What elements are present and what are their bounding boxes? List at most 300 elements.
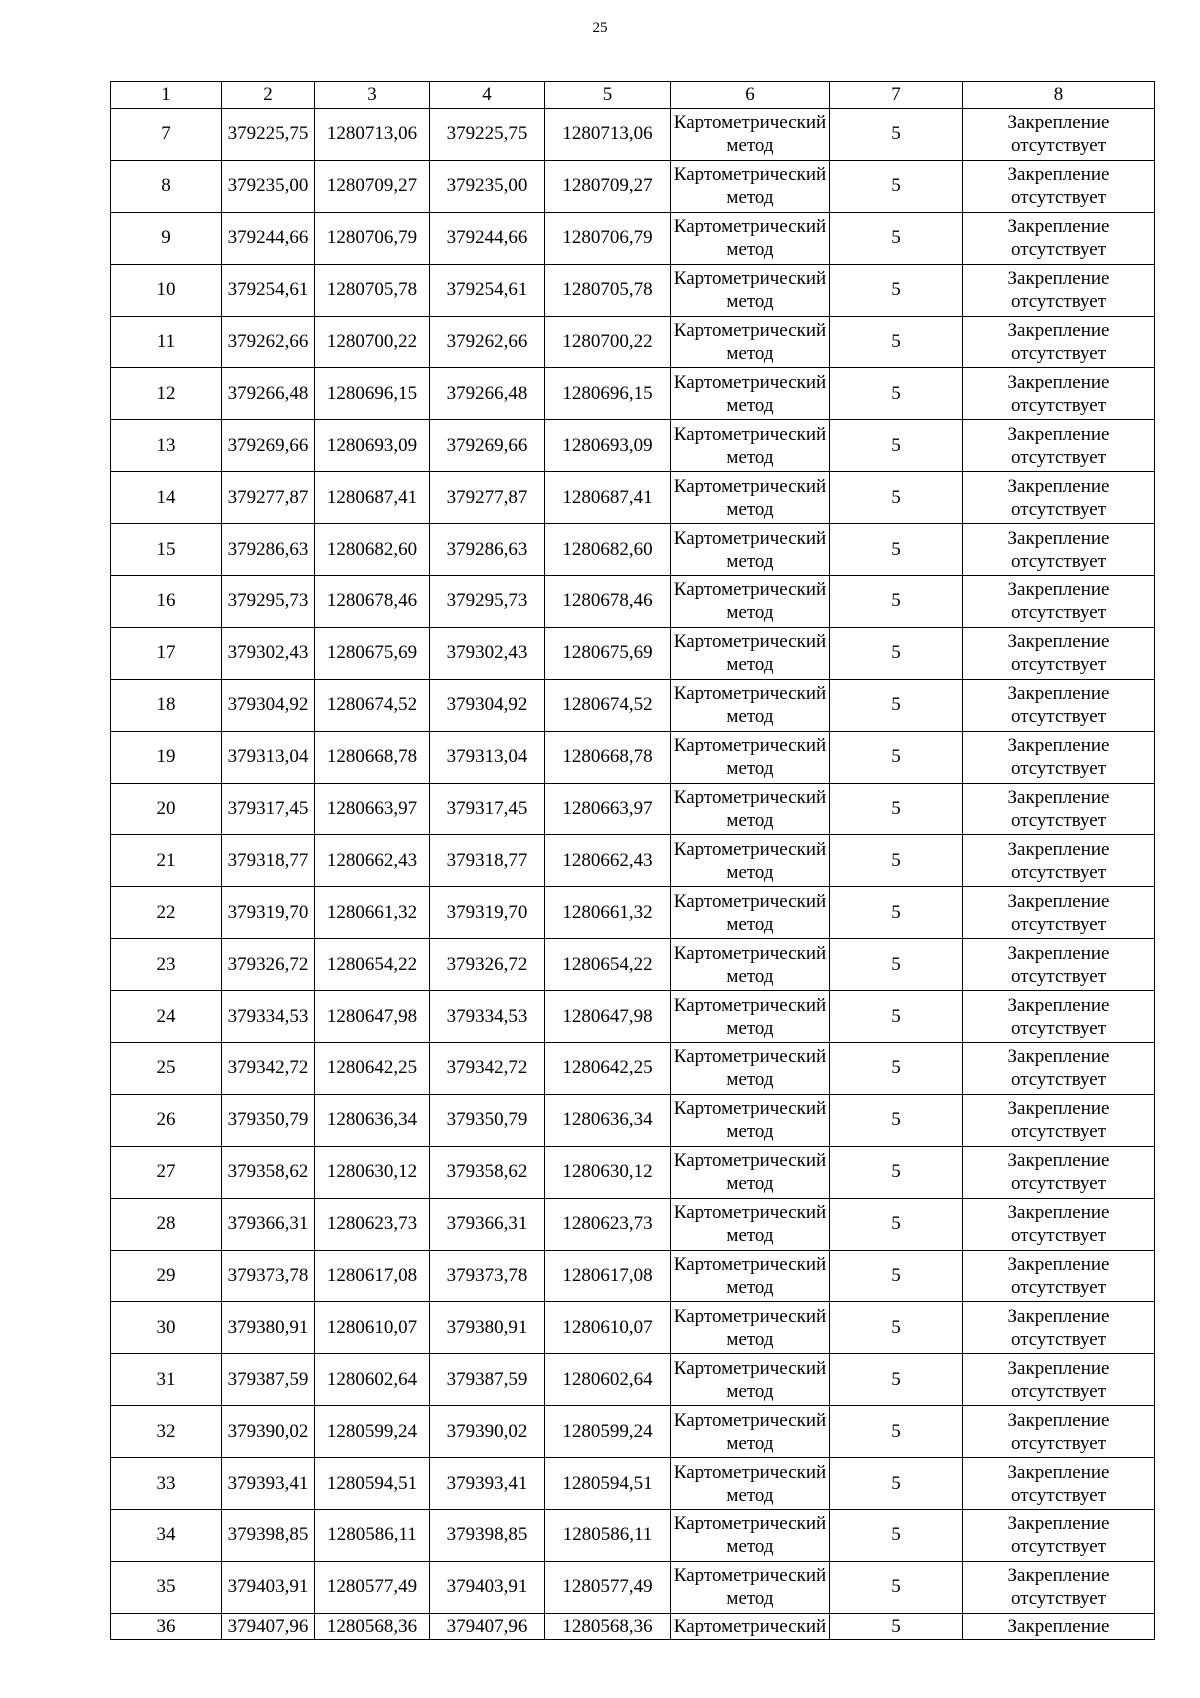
point-number-cell: 26 (111, 1094, 222, 1146)
method-text: Картометрический (673, 683, 827, 705)
method-text: метод (726, 1588, 774, 1610)
fixation-text: Закрепление (1007, 994, 1110, 1016)
x-old-cell: 379295,73 (222, 576, 315, 628)
y-old-cell: 1280706,79 (315, 212, 430, 264)
accuracy-cell: 5 (830, 679, 963, 731)
table-row (111, 212, 1155, 264)
accuracy-cell: 5 (830, 1354, 963, 1406)
x-old-cell: 379366,31 (222, 1198, 315, 1250)
method-cell (671, 264, 830, 316)
table-row (111, 1354, 1155, 1406)
fixation-text: отсутствует (1010, 913, 1107, 935)
y-new-cell: 1280586,11 (545, 1510, 671, 1562)
point-number-cell: 34 (111, 1510, 222, 1562)
method-text: метод (726, 135, 774, 157)
method-cell (671, 576, 830, 628)
x-new-cell: 379358,62 (430, 1146, 545, 1198)
x-old-cell: 379319,70 (222, 887, 315, 939)
fixation-cell (963, 627, 1155, 679)
fixation-cell (963, 576, 1155, 628)
method-text: метод (726, 187, 774, 209)
y-old-cell: 1280700,22 (315, 316, 430, 368)
x-new-cell: 379254,61 (430, 264, 545, 316)
y-old-cell: 1280617,08 (315, 1250, 430, 1302)
y-old-cell: 1280599,24 (315, 1406, 430, 1458)
y-old-cell: 1280623,73 (315, 1198, 430, 1250)
table-row (111, 1250, 1155, 1302)
x-new-cell: 379313,04 (430, 731, 545, 783)
y-old-cell: 1280663,97 (315, 783, 430, 835)
point-number-cell: 16 (111, 576, 222, 628)
y-new-cell: 1280674,52 (545, 679, 671, 731)
fixation-cell (963, 472, 1155, 524)
fixation-cell (963, 1354, 1155, 1406)
table-body (111, 109, 1155, 1640)
fixation-text: Закрепление (1007, 164, 1110, 186)
method-cell (671, 783, 830, 835)
header-cell: 1 (111, 82, 222, 109)
method-text: метод (726, 1017, 774, 1039)
y-old-cell: 1280636,34 (315, 1094, 430, 1146)
x-new-cell: 379334,53 (430, 991, 545, 1043)
x-old-cell: 379244,66 (222, 212, 315, 264)
x-old-cell: 379334,53 (222, 991, 315, 1043)
y-new-cell: 1280663,97 (545, 783, 671, 835)
table-row (111, 1561, 1155, 1613)
y-old-cell: 1280630,12 (315, 1146, 430, 1198)
accuracy-cell: 5 (830, 783, 963, 835)
table-row (111, 991, 1155, 1043)
fixation-cell (963, 679, 1155, 731)
method-text: метод (726, 706, 774, 728)
method-text: Картометрический (673, 735, 827, 757)
fixation-cell (963, 1406, 1155, 1458)
method-cell (671, 420, 830, 472)
coordinates-table (110, 81, 1155, 1640)
method-text: Картометрический (673, 1254, 827, 1276)
x-old-cell: 379286,63 (222, 524, 315, 576)
fixation-text: Закрепление (1007, 735, 1110, 757)
x-old-cell: 379302,43 (222, 627, 315, 679)
x-old-cell: 379277,87 (222, 472, 315, 524)
table-row (111, 1406, 1155, 1458)
table-row (111, 887, 1155, 939)
method-text: метод (726, 1328, 774, 1350)
x-new-cell: 379319,70 (430, 887, 545, 939)
fixation-cell (963, 1458, 1155, 1510)
fixation-cell (963, 1613, 1155, 1639)
y-new-cell: 1280636,34 (545, 1094, 671, 1146)
method-cell (671, 1094, 830, 1146)
method-cell (671, 472, 830, 524)
y-old-cell: 1280668,78 (315, 731, 430, 783)
point-number-cell: 29 (111, 1250, 222, 1302)
fixation-text: Закрепление (1007, 268, 1110, 290)
fixation-text: отсутствует (1010, 1484, 1107, 1506)
method-text: Картометрический (673, 112, 827, 134)
table-row (111, 524, 1155, 576)
fixation-cell (963, 1250, 1155, 1302)
x-old-cell: 379407,96 (222, 1613, 315, 1639)
x-old-cell: 379350,79 (222, 1094, 315, 1146)
accuracy-cell: 5 (830, 1094, 963, 1146)
fixation-cell (963, 1043, 1155, 1095)
x-old-cell: 379403,91 (222, 1561, 315, 1613)
y-old-cell: 1280642,25 (315, 1043, 430, 1095)
method-text: Картометрический (673, 1098, 827, 1120)
accuracy-cell: 5 (830, 160, 963, 212)
method-text: метод (726, 1536, 774, 1558)
accuracy-cell: 5 (830, 109, 963, 161)
fixation-text: отсутствует (1010, 810, 1107, 832)
y-old-cell: 1280678,46 (315, 576, 430, 628)
fixation-text: Закрепление (1007, 942, 1110, 964)
y-old-cell: 1280594,51 (315, 1458, 430, 1510)
fixation-text: отсутствует (1010, 1432, 1107, 1454)
fixation-text: отсутствует (1010, 965, 1107, 987)
table-row (111, 1094, 1155, 1146)
method-text: метод (726, 1380, 774, 1402)
method-text: Картометрический (673, 787, 827, 809)
fixation-text: Закрепление (1007, 527, 1110, 549)
method-cell (671, 731, 830, 783)
x-old-cell: 379393,41 (222, 1458, 315, 1510)
y-new-cell: 1280623,73 (545, 1198, 671, 1250)
point-number-cell: 13 (111, 420, 222, 472)
header-row (111, 82, 1155, 109)
fixation-text: Закрепление (1007, 371, 1110, 393)
fixation-text: отсутствует (1010, 1277, 1107, 1299)
y-new-cell: 1280682,60 (545, 524, 671, 576)
fixation-cell (963, 1198, 1155, 1250)
point-number-cell: 36 (111, 1613, 222, 1639)
method-text: Картометрический (673, 942, 827, 964)
table-row (111, 368, 1155, 420)
method-text: Картометрический (673, 890, 827, 912)
accuracy-cell: 5 (830, 835, 963, 887)
method-text: Картометрический (673, 1409, 827, 1431)
x-new-cell: 379398,85 (430, 1510, 545, 1562)
y-new-cell: 1280594,51 (545, 1458, 671, 1510)
method-text: метод (726, 1432, 774, 1454)
method-cell (671, 1146, 830, 1198)
fixation-text: Закрепление (1007, 579, 1110, 601)
method-text: метод (726, 1069, 774, 1091)
method-text: Картометрический (673, 1150, 827, 1172)
point-number-cell: 21 (111, 835, 222, 887)
y-new-cell: 1280693,09 (545, 420, 671, 472)
y-old-cell: 1280682,60 (315, 524, 430, 576)
table-row (111, 835, 1155, 887)
method-cell (671, 887, 830, 939)
point-number-cell: 14 (111, 472, 222, 524)
fixation-cell (963, 1561, 1155, 1613)
fixation-text: отсутствует (1010, 187, 1107, 209)
method-text: метод (726, 291, 774, 313)
x-new-cell: 379286,63 (430, 524, 545, 576)
fixation-cell (963, 368, 1155, 420)
method-cell (671, 1043, 830, 1095)
method-text: Картометрический (673, 1046, 827, 1068)
table-row (111, 264, 1155, 316)
method-cell (671, 835, 830, 887)
x-new-cell: 379387,59 (430, 1354, 545, 1406)
table-row (111, 316, 1155, 368)
table-row (111, 1613, 1155, 1639)
x-new-cell: 379380,91 (430, 1302, 545, 1354)
fixation-text: отсутствует (1010, 1380, 1107, 1402)
accuracy-cell: 5 (830, 1406, 963, 1458)
accuracy-cell: 5 (830, 627, 963, 679)
x-old-cell: 379313,04 (222, 731, 315, 783)
method-cell (671, 939, 830, 991)
y-new-cell: 1280675,69 (545, 627, 671, 679)
table-row (111, 783, 1155, 835)
accuracy-cell: 5 (830, 1458, 963, 1510)
fixation-text: отсутствует (1010, 291, 1107, 313)
table-row (111, 109, 1155, 161)
method-text: метод (726, 758, 774, 780)
method-text: Картометрический (673, 371, 827, 393)
x-old-cell: 379262,66 (222, 316, 315, 368)
fixation-text: Закрепление (1007, 1565, 1110, 1587)
y-new-cell: 1280568,36 (545, 1613, 671, 1639)
x-new-cell: 379366,31 (430, 1198, 545, 1250)
y-old-cell: 1280568,36 (315, 1613, 430, 1639)
point-number-cell: 22 (111, 887, 222, 939)
fixation-text: Закрепление (1007, 890, 1110, 912)
point-number-cell: 27 (111, 1146, 222, 1198)
header-cell: 2 (222, 82, 315, 109)
method-cell (671, 1302, 830, 1354)
accuracy-cell: 5 (830, 1302, 963, 1354)
fixation-text: Закрепление (1007, 423, 1110, 445)
y-old-cell: 1280662,43 (315, 835, 430, 887)
fixation-cell (963, 1510, 1155, 1562)
method-text: Картометрический (673, 1513, 827, 1535)
fixation-text: Закрепление (1007, 1615, 1110, 1637)
table-row (111, 576, 1155, 628)
y-new-cell: 1280599,24 (545, 1406, 671, 1458)
x-old-cell: 379317,45 (222, 783, 315, 835)
table-row (111, 1302, 1155, 1354)
point-number-cell: 23 (111, 939, 222, 991)
x-new-cell: 379373,78 (430, 1250, 545, 1302)
y-old-cell: 1280647,98 (315, 991, 430, 1043)
x-new-cell: 379390,02 (430, 1406, 545, 1458)
fixation-text: отсутствует (1010, 239, 1107, 261)
fixation-text: отсутствует (1010, 602, 1107, 624)
fixation-text: Закрепление (1007, 631, 1110, 653)
method-text: Картометрический (673, 1202, 827, 1224)
y-new-cell: 1280700,22 (545, 316, 671, 368)
y-new-cell: 1280713,06 (545, 109, 671, 161)
method-text: метод (726, 446, 774, 468)
y-old-cell: 1280696,15 (315, 368, 430, 420)
method-text: Картометрический (673, 1305, 827, 1327)
fixation-text: отсутствует (1010, 1588, 1107, 1610)
accuracy-cell: 5 (830, 1198, 963, 1250)
y-old-cell: 1280602,64 (315, 1354, 430, 1406)
fixation-cell (963, 991, 1155, 1043)
method-cell (671, 1613, 830, 1639)
fixation-text: Закрепление (1007, 1046, 1110, 1068)
x-new-cell: 379262,66 (430, 316, 545, 368)
accuracy-cell: 5 (830, 939, 963, 991)
fixation-cell (963, 420, 1155, 472)
fixation-text: Закрепление (1007, 1461, 1110, 1483)
x-new-cell: 379269,66 (430, 420, 545, 472)
table-row (111, 472, 1155, 524)
x-new-cell: 379266,48 (430, 368, 545, 420)
y-old-cell: 1280709,27 (315, 160, 430, 212)
y-old-cell: 1280693,09 (315, 420, 430, 472)
point-number-cell: 25 (111, 1043, 222, 1095)
method-text: Картометрический (673, 268, 827, 290)
fixation-cell (963, 835, 1155, 887)
y-new-cell: 1280706,79 (545, 212, 671, 264)
method-text: метод (726, 498, 774, 520)
method-text: метод (726, 965, 774, 987)
table-row (111, 939, 1155, 991)
fixation-text: Закрепление (1007, 1202, 1110, 1224)
fixation-text: отсутствует (1010, 1017, 1107, 1039)
y-new-cell: 1280630,12 (545, 1146, 671, 1198)
x-new-cell: 379393,41 (430, 1458, 545, 1510)
fixation-text: отсутствует (1010, 446, 1107, 468)
fixation-text: отсутствует (1010, 1173, 1107, 1195)
accuracy-cell: 5 (830, 472, 963, 524)
method-cell (671, 368, 830, 420)
y-new-cell: 1280647,98 (545, 991, 671, 1043)
method-cell (671, 1250, 830, 1302)
accuracy-cell: 5 (830, 524, 963, 576)
method-text: Картометрический (673, 994, 827, 1016)
x-old-cell: 379225,75 (222, 109, 315, 161)
table-row (111, 1458, 1155, 1510)
accuracy-cell: 5 (830, 1510, 963, 1562)
x-old-cell: 379390,02 (222, 1406, 315, 1458)
method-text: Картометрический (673, 475, 827, 497)
method-text: Картометрический (673, 579, 827, 601)
method-text: метод (726, 1121, 774, 1143)
accuracy-cell: 5 (830, 264, 963, 316)
table-row (111, 679, 1155, 731)
x-new-cell: 379326,72 (430, 939, 545, 991)
point-number-cell: 35 (111, 1561, 222, 1613)
method-text: метод (726, 394, 774, 416)
x-new-cell: 379304,92 (430, 679, 545, 731)
point-number-cell: 33 (111, 1458, 222, 1510)
fixation-text: Закрепление (1007, 1357, 1110, 1379)
method-cell (671, 991, 830, 1043)
table-row (111, 1043, 1155, 1095)
table-row (111, 1198, 1155, 1250)
x-new-cell: 379277,87 (430, 472, 545, 524)
method-cell (671, 212, 830, 264)
x-old-cell: 379380,91 (222, 1302, 315, 1354)
x-new-cell: 379235,00 (430, 160, 545, 212)
method-cell (671, 627, 830, 679)
x-old-cell: 379387,59 (222, 1354, 315, 1406)
point-number-cell: 12 (111, 368, 222, 420)
fixation-text: отсутствует (1010, 1225, 1107, 1247)
point-number-cell: 20 (111, 783, 222, 835)
method-cell (671, 160, 830, 212)
method-cell (671, 1561, 830, 1613)
fixation-text: Закрепление (1007, 1513, 1110, 1535)
x-old-cell: 379326,72 (222, 939, 315, 991)
fixation-text: отсутствует (1010, 1328, 1107, 1350)
header-cell: 3 (315, 82, 430, 109)
method-cell (671, 1510, 830, 1562)
fixation-cell (963, 939, 1155, 991)
fixation-text: Закрепление (1007, 475, 1110, 497)
method-cell (671, 316, 830, 368)
header-cell: 7 (830, 82, 963, 109)
y-new-cell: 1280662,43 (545, 835, 671, 887)
method-text: метод (726, 343, 774, 364)
fixation-text: отсутствует (1010, 654, 1107, 676)
method-text: Картометрический (673, 1357, 827, 1379)
method-text: метод (726, 913, 774, 935)
table-row (111, 1510, 1155, 1562)
point-number-cell: 30 (111, 1302, 222, 1354)
fixation-text: Закрепление (1007, 1098, 1110, 1120)
fixation-cell (963, 783, 1155, 835)
fixation-text: отсутствует (1010, 861, 1107, 883)
y-new-cell: 1280705,78 (545, 264, 671, 316)
y-new-cell: 1280577,49 (545, 1561, 671, 1613)
y-new-cell: 1280610,07 (545, 1302, 671, 1354)
method-cell (671, 524, 830, 576)
accuracy-cell: 5 (830, 576, 963, 628)
x-new-cell: 379318,77 (430, 835, 545, 887)
method-text: Картометрический (673, 631, 827, 653)
point-number-cell: 19 (111, 731, 222, 783)
fixation-cell (963, 212, 1155, 264)
method-cell (671, 679, 830, 731)
fixation-cell (963, 1146, 1155, 1198)
x-old-cell: 379318,77 (222, 835, 315, 887)
method-text: метод (726, 1484, 774, 1506)
method-text: метод (726, 1173, 774, 1195)
y-old-cell: 1280713,06 (315, 109, 430, 161)
point-number-cell: 15 (111, 524, 222, 576)
fixation-cell (963, 109, 1155, 161)
point-number-cell: 31 (111, 1354, 222, 1406)
point-number-cell: 8 (111, 160, 222, 212)
header-cell: 4 (430, 82, 545, 109)
fixation-cell (963, 731, 1155, 783)
fixation-text: отсутствует (1010, 758, 1107, 780)
method-cell (671, 109, 830, 161)
y-new-cell: 1280709,27 (545, 160, 671, 212)
x-old-cell: 379266,48 (222, 368, 315, 420)
header-cell: 5 (545, 82, 671, 109)
fixation-text: отсутствует (1010, 343, 1107, 364)
y-new-cell: 1280661,32 (545, 887, 671, 939)
fixation-text: Закрепление (1007, 1150, 1110, 1172)
method-text: Картометрический (673, 1615, 827, 1637)
fixation-text: Закрепление (1007, 1409, 1110, 1431)
x-old-cell: 379342,72 (222, 1043, 315, 1095)
accuracy-cell: 5 (830, 887, 963, 939)
method-text: Картометрический (673, 320, 827, 341)
method-text: Картометрический (673, 216, 827, 238)
y-new-cell: 1280668,78 (545, 731, 671, 783)
accuracy-cell: 5 (830, 316, 963, 368)
